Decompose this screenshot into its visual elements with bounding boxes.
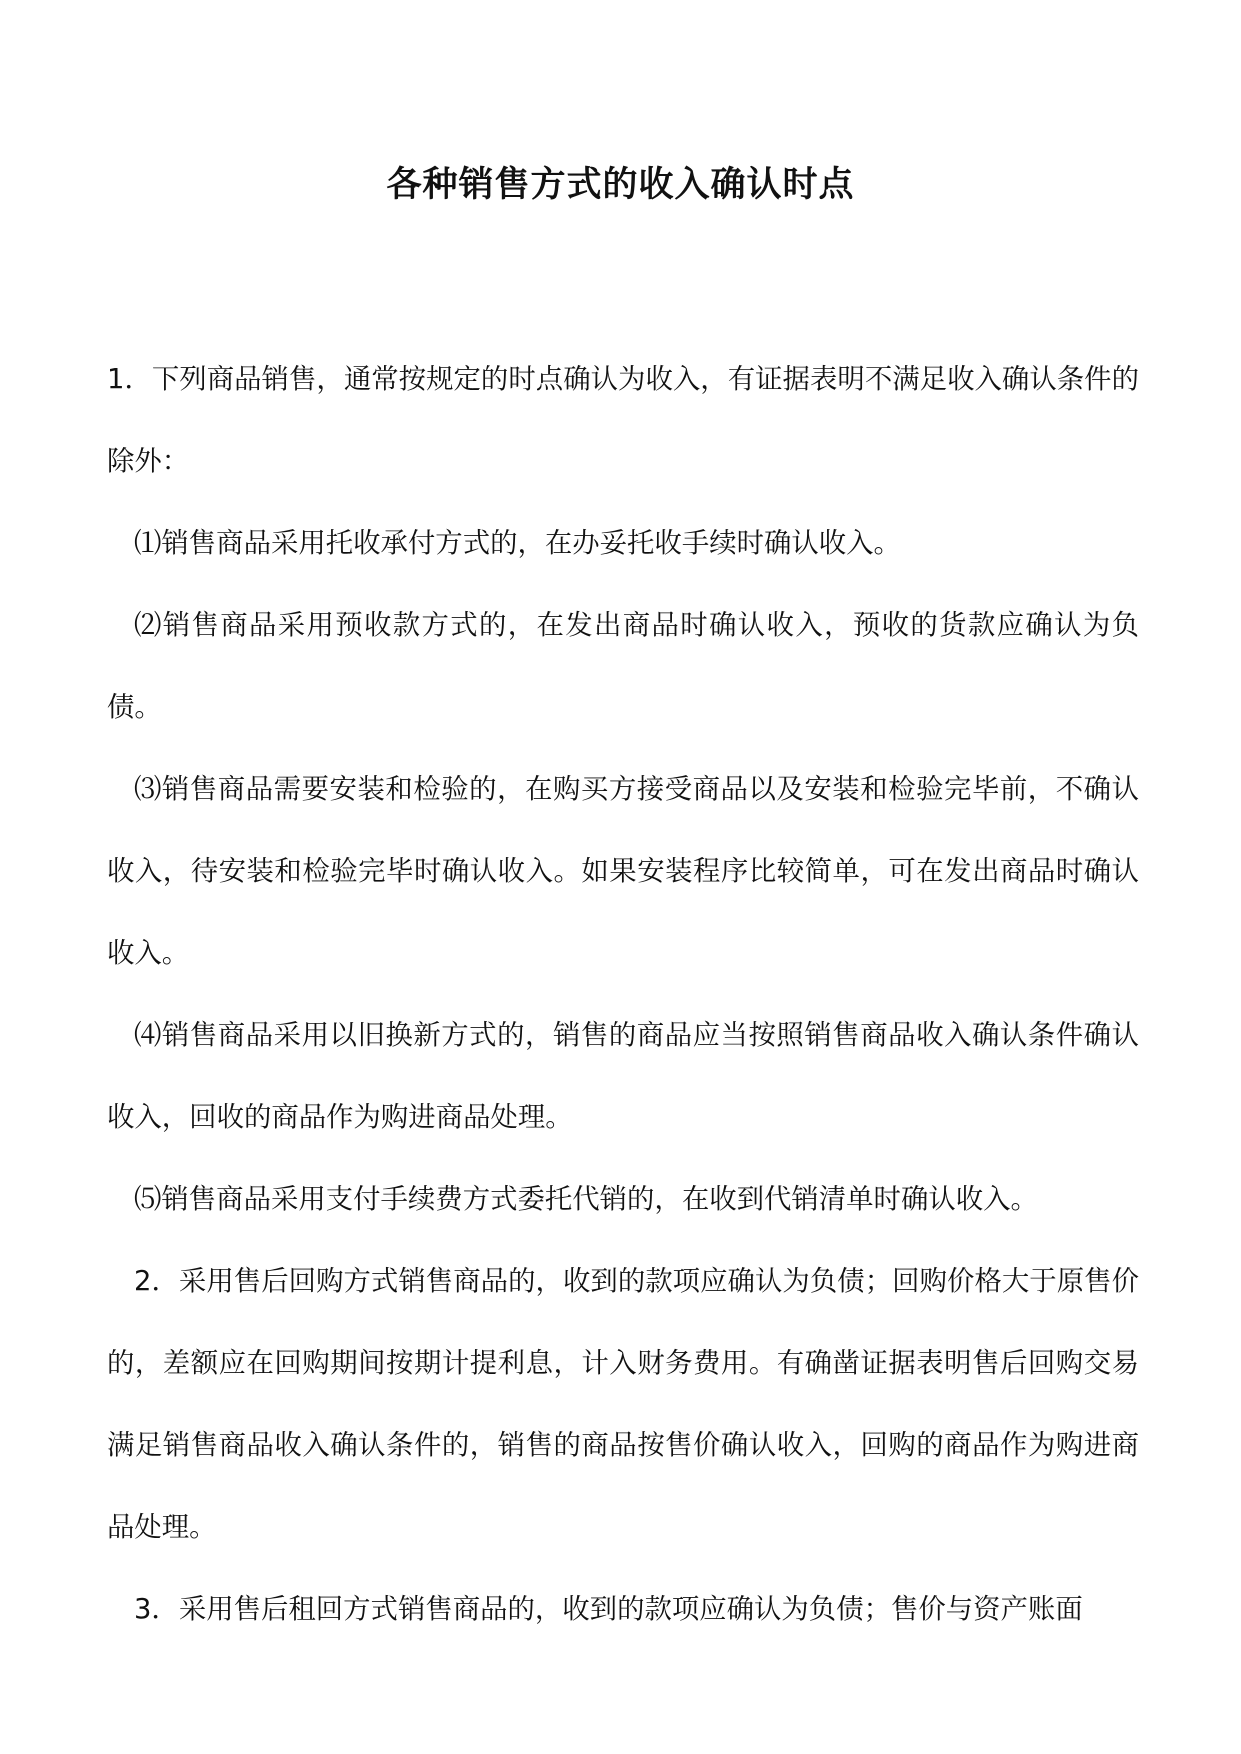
paragraph-1-4: ⑷销售商品采用以旧换新方式的，销售的商品应当按照销售商品收入确认条件确认收入，回收的商品作为购进商品处理。 (107, 1020, 1139, 1133)
paragraph-3: 3．采用售后租回方式销售商品的，收到的款项应确认为负债；售价与资产账面 (134, 1594, 1083, 1625)
document-title: 各种销售方式的收入确认时点 (386, 165, 855, 205)
paragraph-1-1: ⑴销售商品采用托收承付方式的，在办妥托收手续时确认收入。 (134, 528, 901, 559)
paragraph-1: 1．下列商品销售，通常按规定的时点确认为收入，有证据表明不满足收入确认条件的除外： (107, 364, 1139, 477)
paragraph-1-3: ⑶销售商品需要安装和检验的，在购买方接受商品以及安装和检验完毕前，不确认收入，待安装和检验完毕时确认收入。如果安装程序比较简单，可在发出商品时确认收入。 (107, 774, 1139, 969)
paragraph-2: 2．采用售后回购方式销售商品的，收到的款项应确认为负债；回购价格大于原售价的，差额应在回购期间按期计提利息，计入财务费用。有确凿证据表明售后回购交易满足销售商品收入确认条件的，销售的商品按售价确认收入，回购的商品作为购进商品处理。 (107, 1266, 1139, 1543)
paragraph-1-5: ⑸销售商品采用支付手续费方式委托代销的，在收到代销清单时确认收入。 (134, 1184, 1038, 1215)
document-body (107, 339, 1139, 1651)
paragraph-1-2: ⑵销售商品采用预收款方式的，在发出商品时确认收入，预收的货款应确认为负债。 (107, 610, 1139, 723)
